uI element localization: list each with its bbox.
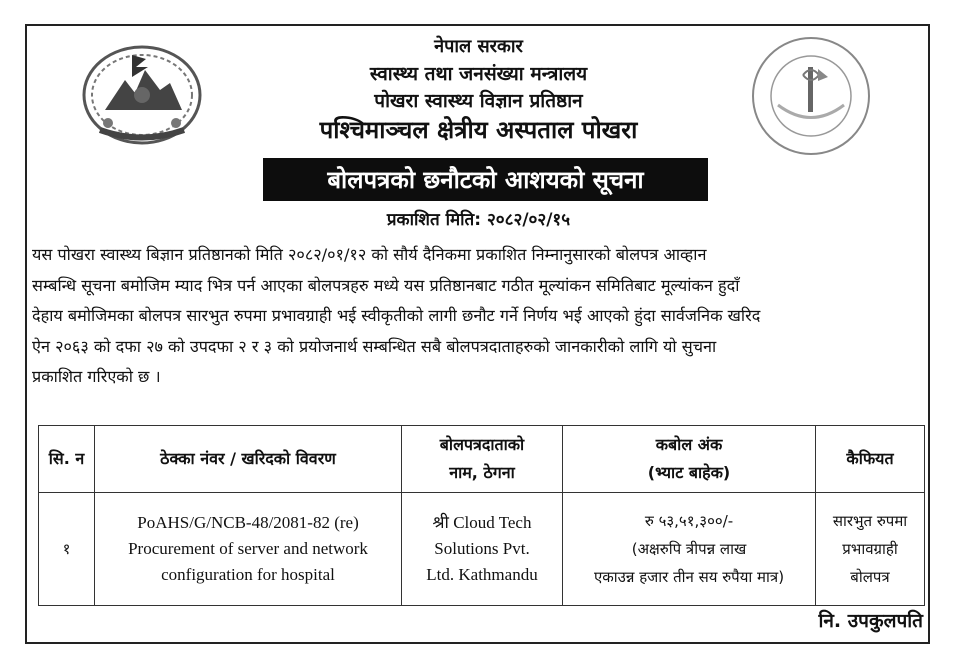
- header-amount: [563, 426, 816, 493]
- header-bidder-line1: बोलपत्रदाताको: [439, 435, 525, 454]
- header-bidder-line2: नाम, ठेगना: [449, 463, 515, 482]
- notice-body: [32, 240, 927, 393]
- amount-words-1: (अक्षरुपि त्रीपन्न लाख: [631, 540, 747, 558]
- academy-name: पोखरा स्वास्थ्य विज्ञान प्रतिष्ठान: [374, 90, 583, 112]
- signatory-title: नि. उपकुलपति: [818, 610, 923, 632]
- published-date: प्रकाशित मिति: २०८२/०२/१५: [386, 210, 571, 230]
- cell-remarks: [816, 493, 925, 606]
- amount-figure: रु ५३,५१,३००/-: [644, 512, 734, 530]
- notice-title: बोलपत्रको छनौटको आशयको सूचना: [263, 158, 708, 201]
- cell-bidder: [402, 493, 563, 606]
- bidder-line2: Solutions Pvt.: [434, 539, 530, 558]
- contract-desc-1: Procurement of server and network: [128, 539, 368, 558]
- government-name: नेपाल सरकार: [434, 36, 523, 57]
- body-line: ऐन २०६३ को दफा २७ को उपदफा २ र ३ को प्रयोजनार्थ सम्बन्धित सबै बोलपत्रदाताहरुको जानकारीको लागि यो सुचना: [32, 336, 717, 356]
- body-line: सम्बन्धि सूचना बमोजिम म्याद भित्र पर्न आएका बोलपत्रहरु मध्ये यस प्रतिष्ठानबाट गठीत मूल्यांकन समितिबाट मूल्यांकन हुदाँ: [32, 275, 740, 295]
- cell-contract: [95, 493, 402, 606]
- cell-amount: [563, 493, 816, 606]
- ministry-name: स्वास्थ्य तथा जनसंख्या मन्त्रालय: [369, 63, 588, 85]
- award-table: [38, 425, 925, 606]
- header-contract: ठेक्का नंवर / खरिदको विवरण: [95, 426, 402, 493]
- header-bidder: [402, 426, 563, 493]
- cell-sn: १: [39, 493, 95, 606]
- body-line: प्रकाशित गरिएको छ ।: [32, 367, 161, 386]
- bidder-line3: Ltd. Kathmandu: [426, 565, 538, 584]
- body-line: यस पोखरा स्वास्थ्य बिज्ञान प्रतिष्ठानको मिति २०८२/०१/१२ को सौर्य दैनिकमा प्रकाशित निम्नानुसारको बोलपत्र आव्हान: [32, 245, 707, 264]
- amount-words-2: एकाउन्न हजार तीन सय रुपैया मात्र): [593, 568, 785, 586]
- body-line: देहाय बमोजिमका बोलपत्र सारभुत रुपमा प्रभावग्राही भई स्वीकृतीको लागी छनौट गर्ने निर्णय भई आएको हुंदा सार्वजनिक खरिद: [32, 306, 761, 325]
- header-remarks: कैफियत: [816, 426, 925, 493]
- table-header-row: [39, 426, 925, 493]
- header-amount-line2: (भ्याट बाहेक): [647, 463, 731, 482]
- contract-desc-2: configuration for hospital: [161, 565, 335, 584]
- table-row: [39, 493, 925, 606]
- header-sn: सि. न: [39, 426, 95, 493]
- hospital-name: पश्चिमाञ्चल क्षेत्रीय अस्पताल पोखरा: [319, 116, 638, 144]
- remarks-line3: बोलपत्र: [850, 568, 890, 586]
- bidder-line1: श्री Cloud Tech: [432, 513, 532, 532]
- remarks-line2: प्रभावग्राही: [842, 540, 898, 558]
- header-amount-line1: कबोल अंक: [655, 435, 723, 454]
- contract-number: PoAHS/G/NCB-48/2081-82 (re): [137, 513, 359, 532]
- remarks-line1: सारभुत रुपमा: [832, 512, 908, 530]
